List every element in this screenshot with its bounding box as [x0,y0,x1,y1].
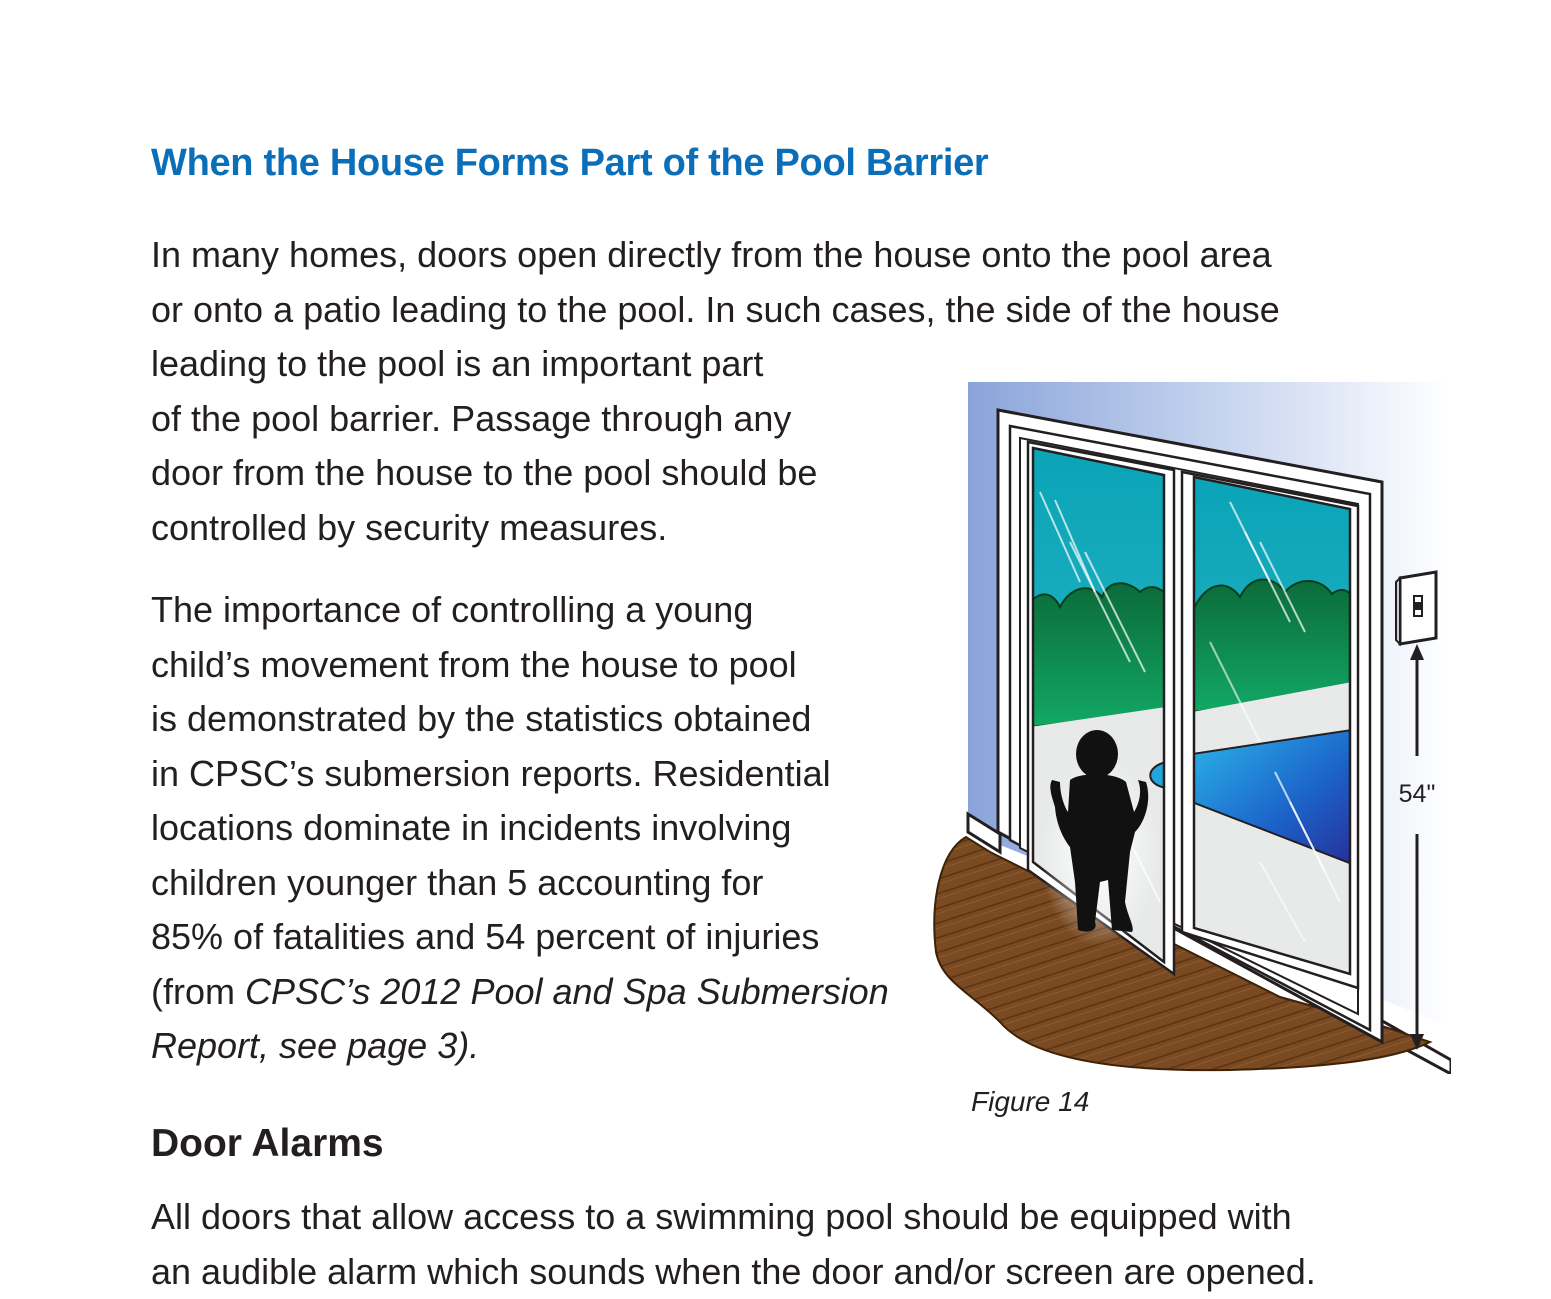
paragraph-line: or onto a patio leading to the pool. In such cases, the side of the house [151,283,1280,338]
paragraph-line: door from the house to the pool should be [151,446,1280,501]
paragraph-line: children younger than 5 accounting for [151,856,889,911]
paragraph-line: leading to the pool is an important part [151,337,1280,392]
paragraph-line: The importance of controlling a young [151,583,889,638]
paragraph-line: is demonstrated by the statistics obtained [151,692,889,747]
paragraph-statistics [151,583,889,1074]
citation-title: CPSC’s 2012 Pool and Spa Submersion [245,971,889,1012]
section-heading-door-alarms: Door Alarms [151,1122,384,1166]
citation-line [151,965,889,1020]
dimension-label: 54" [1399,780,1436,808]
figure-sliding-door-illustration [930,382,1451,1074]
citation-open: (from [151,971,245,1012]
paragraph-line: of the pool barrier. Passage through any [151,392,1280,447]
paragraph-line: locations dominate in incidents involving [151,801,889,856]
paragraph-line: child’s movement from the house to pool [151,638,889,693]
section-heading: When the House Forms Part of the Pool Barrier [151,142,988,185]
paragraph-door-alarms [151,1190,1316,1299]
paragraph-line: All doors that allow access to a swimming pool should be equipped with [151,1190,1316,1245]
paragraph-line: 85% of fatalities and 54 percent of injuries [151,910,889,965]
paragraph-line: in CPSC’s submersion reports. Residential [151,747,889,802]
paragraph-line: controlled by security measures. [151,501,1280,556]
paragraph-line: In many homes, doors open directly from the house onto the pool area [151,228,1280,283]
door-alarm-icon [1396,572,1436,644]
citation-line-end: Report, see page 3). [151,1019,889,1074]
paragraph-line: an audible alarm which sounds when the door and/or screen are opened. [151,1245,1316,1299]
figure-caption: Figure 14 [971,1086,1089,1118]
